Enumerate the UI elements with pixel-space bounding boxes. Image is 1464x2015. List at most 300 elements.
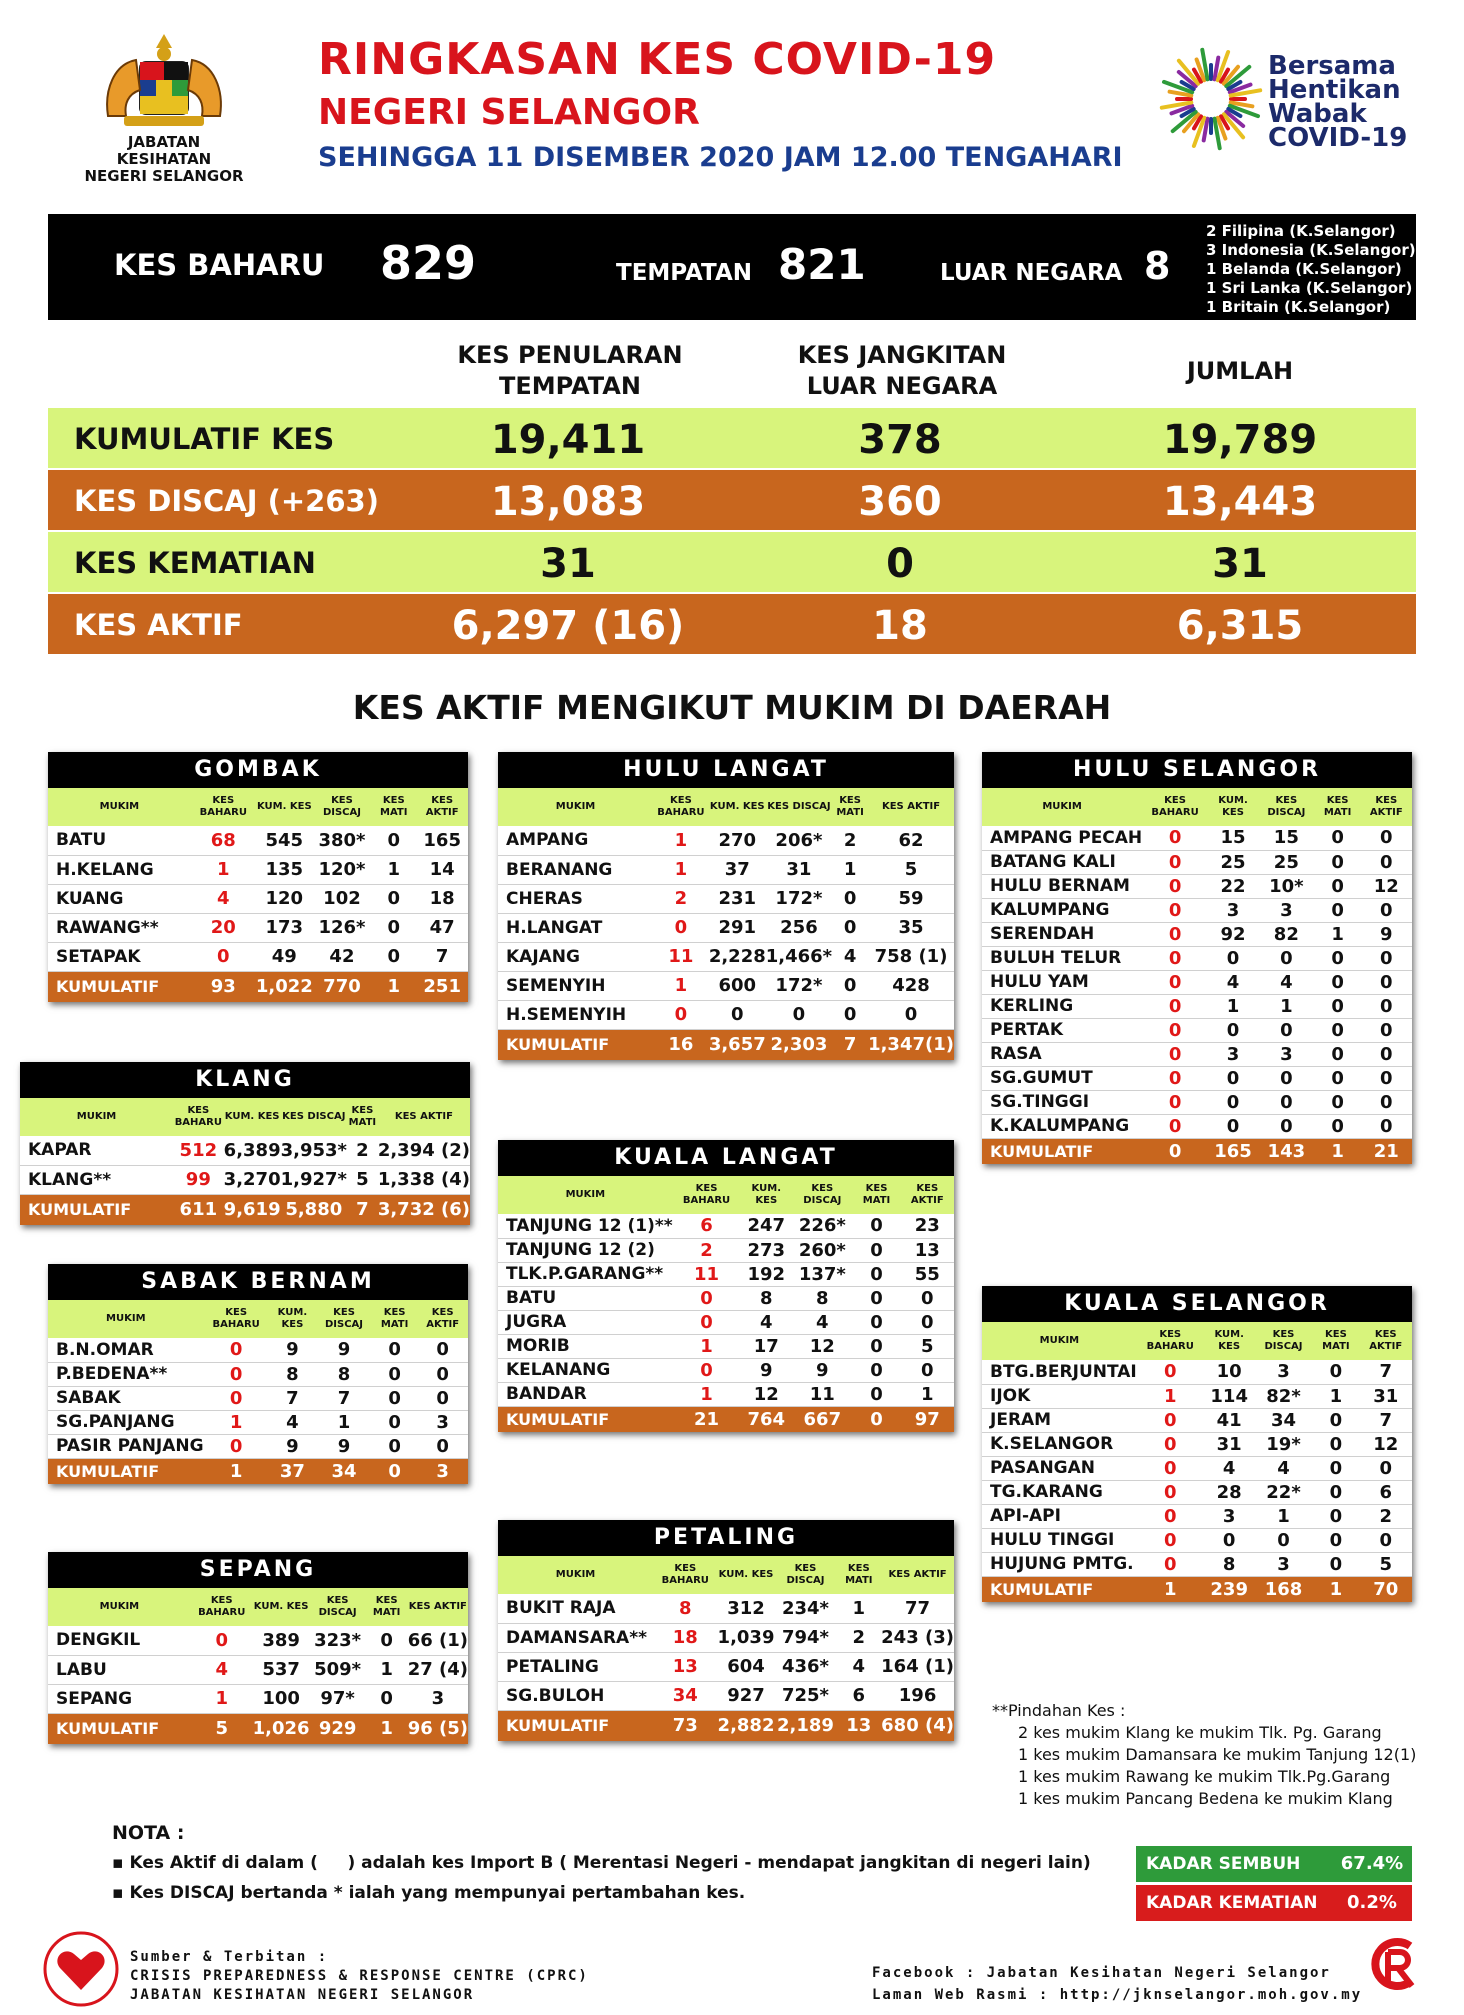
table-cell: 19* (1255, 1432, 1313, 1456)
table-cell: 77 (881, 1594, 954, 1623)
table-cell: 380* (313, 826, 371, 855)
table-cell: 1,338 (4) (378, 1165, 470, 1194)
table-cell: 6 (1359, 1480, 1412, 1504)
table-row (498, 884, 954, 913)
column-header: KES DISCAJ (313, 788, 371, 826)
table-cell: 0 (1361, 946, 1412, 970)
table-cell: 8 (1204, 1552, 1255, 1576)
table-cell: 12 (1361, 874, 1412, 898)
table-header-row (982, 788, 1412, 826)
rate-value: 0.2% (1347, 1892, 1397, 1913)
column-header: KES AKTIF (408, 1588, 468, 1626)
table-cell: 8 (316, 1362, 372, 1386)
column-header: KES MATI (836, 1556, 881, 1594)
table-cell: 13 (901, 1238, 954, 1262)
column-header: KES MATI (347, 1098, 378, 1136)
table-cell: 3 (1255, 1552, 1313, 1576)
table-cell: SEPANG (48, 1684, 191, 1713)
table-cell: 4 (191, 884, 256, 913)
table-cell: 22* (1255, 1480, 1313, 1504)
summary-value: 18 (872, 603, 928, 649)
table-cell: 164 (1) (881, 1652, 954, 1681)
table-row (498, 913, 954, 942)
district-name: HULU LANGAT (498, 752, 954, 788)
table-cell: 0 (1315, 1114, 1361, 1138)
district-name: KUALA SELANGOR (982, 1286, 1412, 1322)
column-header: KES AKTIF (1361, 788, 1412, 826)
table-cell: 1 (1312, 1384, 1359, 1408)
table-row (982, 850, 1412, 874)
table-cell: KAPAR (20, 1136, 173, 1165)
table-row (498, 971, 954, 1000)
rate-label: KADAR SEMBUH (1146, 1854, 1301, 1874)
table-cell: 0 (853, 1214, 901, 1238)
table-cell: 11 (673, 1262, 741, 1286)
table-cell: 4 (792, 1310, 852, 1334)
summary-label: KES AKTIF (74, 608, 243, 642)
table-cell: KUANG (48, 884, 191, 913)
total-cell: 1,347(1) (868, 1029, 954, 1060)
table-row (982, 1408, 1412, 1432)
table-cell: 34 (653, 1681, 718, 1710)
table-cell: 1,927* (281, 1165, 347, 1194)
summary-value: 6,315 (1176, 603, 1304, 649)
column-header: KUM. KES (256, 788, 313, 826)
table-cell: 4 (832, 942, 868, 971)
total-cell: 3,657 (709, 1029, 766, 1060)
table-cell: 7 (416, 942, 468, 971)
table-cell: 0 (191, 942, 256, 971)
table-header-row (48, 1588, 468, 1626)
column-header: KES BAHARU (653, 1556, 718, 1594)
table-row (48, 1434, 468, 1458)
column-header: KUM. KES (1204, 1322, 1255, 1360)
table-cell: TANJUNG 12 (1)** (498, 1214, 673, 1238)
table-cell: 20 (191, 913, 256, 942)
table-cell: 234* (774, 1594, 836, 1623)
table-cell: 323* (310, 1626, 366, 1655)
column-header: KES MATI (1312, 1322, 1359, 1360)
table-cell: 47 (416, 913, 468, 942)
district-panel (498, 752, 954, 1060)
table-cell: 1 (191, 1684, 253, 1713)
table-cell: 0 (372, 1362, 417, 1386)
column-header: KES DISCAJ (766, 788, 832, 826)
table-cell: 6 (673, 1214, 741, 1238)
table-cell: 49 (256, 942, 313, 971)
total-cell: 251 (416, 971, 468, 1002)
table-cell: 509* (310, 1655, 366, 1684)
table-cell: 270 (709, 826, 766, 855)
table-cell: H.KELANG (48, 855, 191, 884)
table-cell: 0 (417, 1434, 468, 1458)
total-cell: 0 (853, 1406, 901, 1432)
campaign-line: Bersama (1268, 51, 1396, 81)
table-row (982, 1114, 1412, 1138)
table-row (982, 1384, 1412, 1408)
origin-item: 1 Sri Lanka (K.Selangor) (1206, 279, 1413, 297)
table-cell: 1,466* (766, 942, 832, 971)
footer-line: JABATAN KESIHATAN NEGERI SELANGOR (130, 1987, 475, 2003)
table-cell: 0 (204, 1362, 269, 1386)
table-cell: AMPANG PECAH (982, 826, 1142, 850)
table-cell: 0 (204, 1338, 269, 1362)
table-cell: 0 (372, 1410, 417, 1434)
table-cell: 135 (256, 855, 313, 884)
column-header: MUKIM (20, 1098, 173, 1136)
summary-row-kumulatif (48, 408, 1416, 468)
total-cell: 3,732 (6) (378, 1194, 470, 1225)
table-cell: 3 (1255, 1360, 1313, 1384)
table-cell: 6,389 (224, 1136, 281, 1165)
table-cell: 0 (371, 884, 416, 913)
table-cell: 10* (1258, 874, 1315, 898)
table-cell: 28 (1204, 1480, 1255, 1504)
table-row (498, 1214, 954, 1238)
cprc-logo (1366, 1936, 1422, 2000)
section-title: KES AKTIF MENGIKUT MUKIM DI DAERAH (352, 688, 1112, 727)
table-cell: 1 (832, 855, 868, 884)
table-cell: 0 (1361, 1114, 1412, 1138)
total-cell: 97 (901, 1406, 954, 1432)
total-cell: 70 (1359, 1576, 1412, 1602)
table-cell: 10 (1204, 1360, 1255, 1384)
table-cell: 5 (347, 1165, 378, 1194)
table-cell: 0 (1142, 850, 1208, 874)
table-cell: 0 (1315, 874, 1361, 898)
column-header: KUM. KES (709, 788, 766, 826)
table-cell: 1 (1315, 922, 1361, 946)
table-cell: TG.KARANG (982, 1480, 1137, 1504)
column-header: KES DISCAJ (792, 1176, 852, 1214)
table-cell: 0 (1361, 994, 1412, 1018)
table-cell: 0 (1361, 1042, 1412, 1066)
kes-baharu-value: 829 (380, 236, 477, 290)
table-cell: 428 (868, 971, 954, 1000)
table-cell: 12 (792, 1334, 852, 1358)
table-row (982, 994, 1412, 1018)
column-header: KUM. KES (224, 1098, 281, 1136)
column-header: KES BAHARU (673, 1176, 741, 1214)
table-row (48, 1362, 468, 1386)
total-cell: 5,880 (281, 1194, 347, 1225)
table-cell: 11 (653, 942, 709, 971)
table-cell: 0 (1361, 970, 1412, 994)
total-cell: 165 (1208, 1138, 1258, 1164)
column-header: KES BAHARU (1142, 788, 1208, 826)
table-cell: 758 (1) (868, 942, 954, 971)
pindahan-notes (992, 1700, 1416, 1810)
table-cell: 0 (1142, 922, 1208, 946)
pindahan-item: 1 kes mukim Rawang ke mukim Tlk.Pg.Garang (1018, 1767, 1391, 1786)
table-cell: 0 (1142, 994, 1208, 1018)
table-cell: 0 (1315, 826, 1361, 850)
total-cell: 0 (372, 1458, 417, 1484)
table-cell: SABAK (48, 1386, 204, 1410)
kumulatif-row (498, 1406, 954, 1432)
website-link[interactable]: Laman Web Rasmi : http://jknselangor.moh.gov.my (872, 1987, 1363, 2003)
table-cell: 0 (901, 1286, 954, 1310)
district-table (982, 1322, 1412, 1602)
table-cell: TLK.P.GARANG** (498, 1262, 673, 1286)
import-origins (1206, 222, 1416, 317)
table-cell: JERAM (982, 1408, 1137, 1432)
table-row (48, 826, 468, 855)
kumulatif-row (48, 1713, 468, 1744)
table-row (982, 1528, 1412, 1552)
table-cell: 537 (253, 1655, 310, 1684)
campaign-line: Wabak (1268, 99, 1367, 129)
table-cell: 18 (653, 1623, 718, 1652)
table-cell: 273 (740, 1238, 792, 1262)
district-name: SABAK BERNAM (48, 1264, 468, 1300)
table-cell: 231 (709, 884, 766, 913)
total-cell: 168 (1255, 1576, 1313, 1602)
table-cell: 2,228 (709, 942, 766, 971)
table-cell: 0 (1142, 898, 1208, 922)
table-cell: 102 (313, 884, 371, 913)
table-cell: P.BEDENA** (48, 1362, 204, 1386)
table-cell: 0 (832, 1000, 868, 1029)
column-header: KES BAHARU (191, 1588, 253, 1626)
table-cell: 0 (1142, 1018, 1208, 1042)
column-header: MUKIM (982, 1322, 1137, 1360)
table-cell: 0 (1361, 1090, 1412, 1114)
rate-label: KADAR KEMATIAN (1146, 1893, 1318, 1913)
column-header: KES AKTIF (868, 788, 954, 826)
pindahan-item: 2 kes mukim Klang ke mukim Tlk. Pg. Garang (1018, 1723, 1382, 1742)
table-cell: 0 (1137, 1360, 1204, 1384)
table-cell: 0 (417, 1338, 468, 1362)
table-row (498, 942, 954, 971)
table-cell: 0 (653, 913, 709, 942)
table-cell: 100 (253, 1684, 310, 1713)
table-cell: 42 (313, 942, 371, 971)
table-row (48, 1684, 468, 1713)
table-cell: 13 (653, 1652, 718, 1681)
table-cell: JUGRA (498, 1310, 673, 1334)
kumulatif-row (982, 1138, 1412, 1164)
table-cell: 0 (204, 1434, 269, 1458)
state-title: NEGERI SELANGOR (318, 92, 700, 133)
table-header-row (982, 1322, 1412, 1360)
table-cell: IJOK (982, 1384, 1137, 1408)
table-cell: 22 (1208, 874, 1258, 898)
total-cell: KUMULATIF (48, 971, 191, 1002)
district-table (982, 788, 1412, 1164)
total-cell: 13 (836, 1710, 881, 1741)
column-header: KUM. KES (253, 1588, 310, 1626)
district-name: KLANG (20, 1062, 470, 1098)
table-cell: 31 (766, 855, 832, 884)
table-cell: B.N.OMAR (48, 1338, 204, 1362)
table-cell: 0 (1361, 898, 1412, 922)
table-cell: 0 (709, 1000, 766, 1029)
nota-section: NOTA : ▪ Kes Aktif di dalam ( ) adalah kes Import B ( Merentasi Negeri - mendapat jangkitan di negeri lain) ▪ Kes DISCAJ bertanda * ialah yang mempunyai pertambahan kes. (112, 1818, 1091, 1908)
table-cell: API-API (982, 1504, 1137, 1528)
table-cell: HULU YAM (982, 970, 1142, 994)
table-cell: 0 (868, 1000, 954, 1029)
table-row (20, 1136, 470, 1165)
facebook-link[interactable]: Facebook : Jabatan Kesihatan Negeri Selangor (872, 1965, 1331, 1981)
table-cell: 0 (1208, 1066, 1258, 1090)
table-cell: KLANG** (20, 1165, 173, 1194)
table-cell: K.KALUMPANG (982, 1114, 1142, 1138)
footer-line: CRISIS PREPAREDNESS & RESPONSE CENTRE (CPRC) (130, 1968, 589, 1984)
table-cell: 165 (416, 826, 468, 855)
table-cell: 725* (774, 1681, 836, 1710)
table-cell: 0 (372, 1386, 417, 1410)
table-cell: 0 (366, 1684, 408, 1713)
table-cell: 3 (1208, 1042, 1258, 1066)
table-cell: 0 (1258, 1066, 1315, 1090)
col-head-luar: KES JANGKITAN LUAR NEGARA (797, 341, 1007, 400)
tempatan-value: 821 (778, 240, 866, 289)
table-cell: 11 (792, 1382, 852, 1406)
table-cell: 0 (1208, 1090, 1258, 1114)
table-cell: 3 (1204, 1504, 1255, 1528)
rates-box (1136, 1846, 1412, 1924)
footer-source (130, 1948, 589, 2005)
district-table (48, 1588, 468, 1744)
column-header: KUM. KES (718, 1556, 775, 1594)
table-row (982, 1504, 1412, 1528)
table-cell: 0 (1315, 1042, 1361, 1066)
table-cell: 172* (766, 884, 832, 913)
summary-row-aktif (48, 594, 1416, 654)
total-cell: 96 (5) (408, 1713, 468, 1744)
column-header: MUKIM (498, 1176, 673, 1214)
table-cell: 0 (1142, 874, 1208, 898)
table-cell: 12 (740, 1382, 792, 1406)
main-title: RINGKASAN KES COVID-19 (318, 34, 997, 85)
district-table (48, 1300, 468, 1484)
table-cell: 9 (1361, 922, 1412, 946)
footer-line: Sumber & Terbitan : (130, 1949, 329, 1965)
total-cell: 73 (653, 1710, 718, 1741)
rate-value: 67.4% (1340, 1853, 1404, 1874)
total-cell: KUMULATIF (20, 1194, 173, 1225)
column-header: KES MATI (372, 1300, 417, 1338)
table-cell: 126* (313, 913, 371, 942)
total-cell: 1 (1315, 1138, 1361, 1164)
table-cell: BATANG KALI (982, 850, 1142, 874)
table-cell: 9 (316, 1338, 372, 1362)
tempatan-label: TEMPATAN (616, 260, 753, 286)
table-cell: 0 (1258, 1114, 1315, 1138)
table-cell: 34 (1255, 1408, 1313, 1432)
column-header: KES DISCAJ (1255, 1322, 1313, 1360)
table-cell: 0 (372, 1338, 417, 1362)
total-cell: 34 (316, 1458, 372, 1484)
table-cell: 7 (1359, 1408, 1412, 1432)
total-cell: 1,026 (253, 1713, 310, 1744)
kumulatif-row (982, 1576, 1412, 1602)
total-cell: 7 (832, 1029, 868, 1060)
campaign-line: COVID-19 (1268, 123, 1408, 153)
table-cell: 0 (1315, 1066, 1361, 1090)
table-cell: SEMENYIH (498, 971, 653, 1000)
table-cell: DAMANSARA** (498, 1623, 653, 1652)
kumulatif-row (20, 1194, 470, 1225)
column-header: MUKIM (498, 1556, 653, 1594)
kumulatif-row (498, 1710, 954, 1741)
table-header-row (498, 788, 954, 826)
table-row (498, 1238, 954, 1262)
table-cell: 173 (256, 913, 313, 942)
table-cell: 1 (191, 855, 256, 884)
table-cell: 312 (718, 1594, 775, 1623)
table-cell: 0 (1208, 946, 1258, 970)
table-cell: 604 (718, 1652, 775, 1681)
table-cell: 17 (740, 1334, 792, 1358)
total-cell: KUMULATIF (498, 1029, 653, 1060)
district-panel (498, 1520, 954, 1741)
table-cell: 9 (269, 1338, 316, 1362)
table-cell: 0 (1208, 1018, 1258, 1042)
total-cell: 3 (417, 1458, 468, 1484)
table-cell: 59 (868, 884, 954, 913)
table-cell: 4 (1255, 1456, 1313, 1480)
table-cell: SG.PANJANG (48, 1410, 204, 1434)
total-cell: 680 (4) (881, 1710, 954, 1741)
total-cell: 1 (1137, 1576, 1204, 1602)
table-cell: 192 (740, 1262, 792, 1286)
total-cell: 16 (653, 1029, 709, 1060)
district-panel (982, 752, 1412, 1164)
table-cell: 243 (3) (881, 1623, 954, 1652)
table-cell: 0 (1315, 850, 1361, 874)
district-panel (498, 1140, 954, 1432)
table-cell: 600 (709, 971, 766, 1000)
table-cell: 4 (1258, 970, 1315, 994)
table-cell: KERLING (982, 994, 1142, 1018)
table-cell: SETAPAK (48, 942, 191, 971)
table-cell: 247 (740, 1214, 792, 1238)
table-cell: 7 (269, 1386, 316, 1410)
column-header: KES DISCAJ (774, 1556, 836, 1594)
table-header-row (498, 1556, 954, 1594)
table-cell: 1 (653, 826, 709, 855)
total-cell: 37 (269, 1458, 316, 1484)
summary-label: KUMULATIF KES (74, 422, 335, 456)
luar-negara-label: LUAR NEGARA (940, 260, 1123, 286)
total-cell: 21 (1361, 1138, 1412, 1164)
summary-value: 0 (886, 541, 914, 587)
table-cell: 0 (1137, 1456, 1204, 1480)
table-cell: 2 (347, 1136, 378, 1165)
rate-sembuh (1136, 1846, 1412, 1882)
table-cell: 4 (836, 1652, 881, 1681)
column-header: MUKIM (982, 788, 1142, 826)
table-cell: 55 (901, 1262, 954, 1286)
total-cell: 2,303 (766, 1029, 832, 1060)
table-cell: 3 (417, 1410, 468, 1434)
table-cell: 3 (408, 1684, 468, 1713)
table-cell: DENGKIL (48, 1626, 191, 1655)
table-cell: 35 (868, 913, 954, 942)
table-row (982, 1066, 1412, 1090)
table-cell: 8 (792, 1286, 852, 1310)
date-subtitle: SEHINGGA 11 DISEMBER 2020 JAM 12.00 TENGAHARI (318, 142, 1123, 173)
table-cell: 1 (653, 971, 709, 1000)
table-cell: 3 (1258, 898, 1315, 922)
table-cell: 82 (1258, 922, 1315, 946)
table-cell: 0 (1142, 1090, 1208, 1114)
nota-item: Kes Aktif di dalam ( ) adalah kes Import B ( Merentasi Negeri - mendapat jangkitan di negeri lain) (129, 1853, 1091, 1873)
table-cell: 927 (718, 1681, 775, 1710)
table-cell: 5 (1359, 1552, 1412, 1576)
